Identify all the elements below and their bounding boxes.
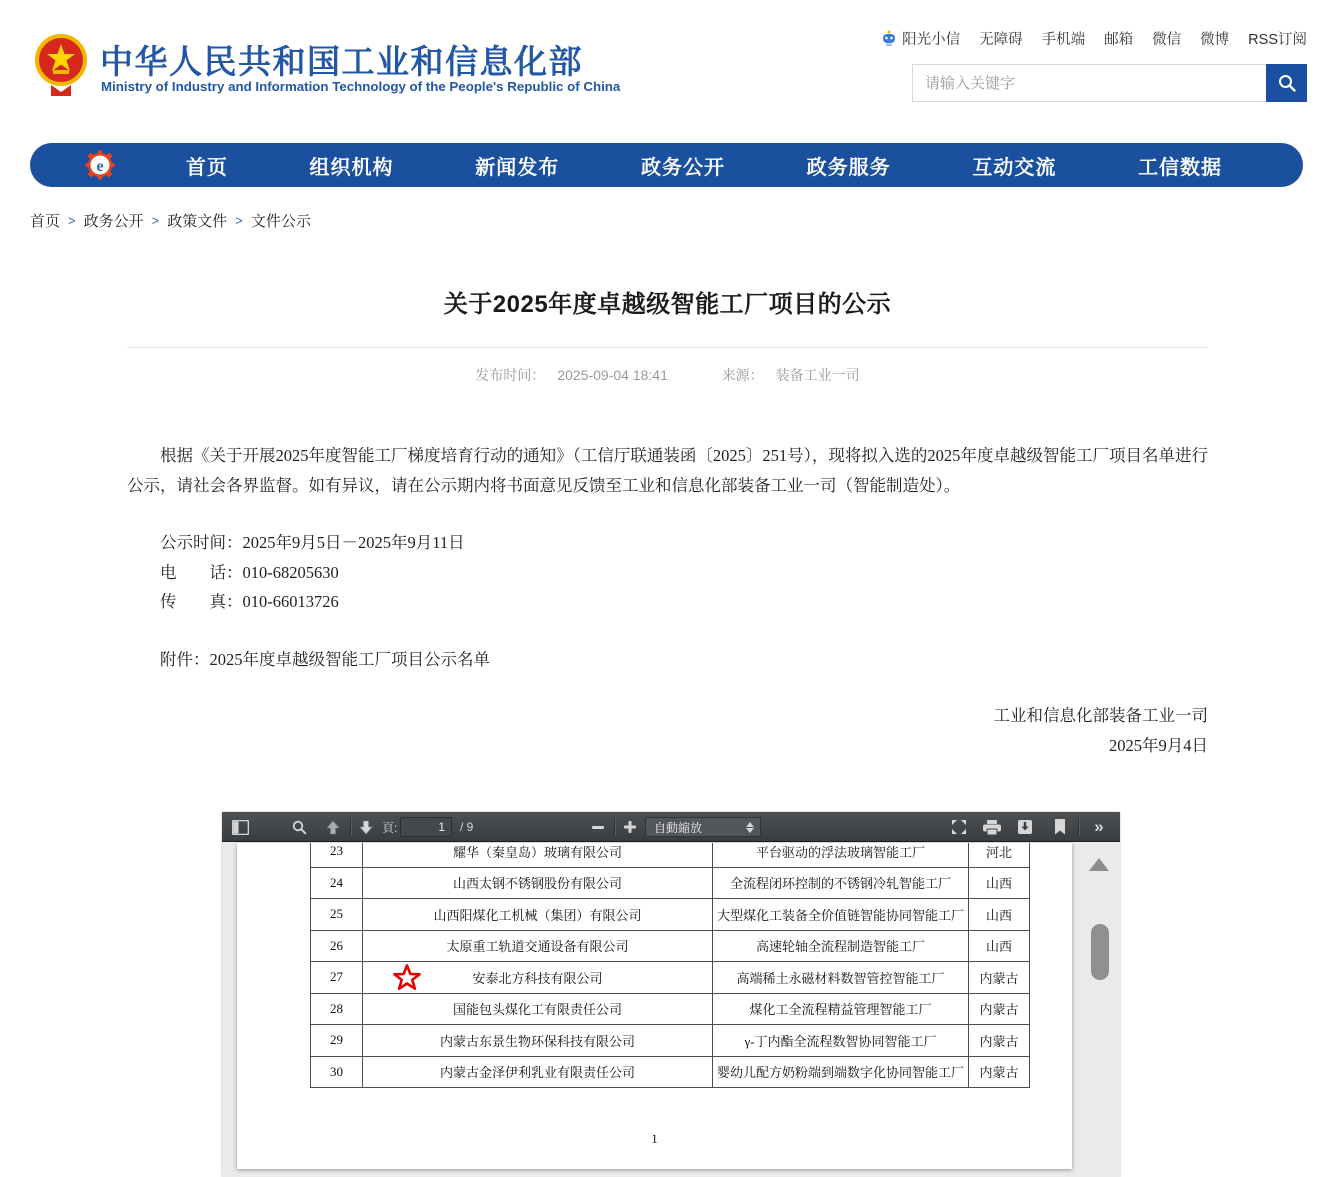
signature-department: 工业和信息化部装备工业一司 (993, 706, 1208, 725)
source-label: 来源： (721, 367, 764, 383)
more-tools-button[interactable] (1084, 812, 1114, 842)
fullscreen-icon (951, 819, 967, 835)
arrow-up-icon (326, 820, 340, 835)
breadcrumb-home[interactable]: 首页 (30, 213, 61, 230)
nav-item-gov-services[interactable]: 政务服务 (806, 156, 891, 179)
toolbar-separator (1078, 818, 1079, 836)
scrollbar-thumb[interactable] (1091, 924, 1109, 980)
table-row: 30 内蒙古金泽伊利乳业有限责任公司 婴幼儿配方奶粉端到端数字化协同智能工厂 内蒙古 (311, 1056, 1030, 1088)
page-label: 頁: (382, 820, 398, 835)
site-search (912, 64, 1307, 102)
nav-item-gov-disclosure[interactable]: 政务公开 (640, 156, 725, 179)
find-button[interactable] (286, 812, 312, 842)
top-utility-links (881, 28, 1307, 49)
phone-line: 电 话：010-68205630 (160, 562, 339, 582)
title-divider (127, 347, 1208, 348)
zoom-mode-select[interactable] (645, 817, 761, 837)
article-paragraph: 根据《关于开展2025年度智能工厂梯度培育行动的通知》（工信厅联通装函〔2025〕251号），现将拟入选的2025年度卓越级智能工厂项目名单进行公示，请社会各界监督。如有异议，请在公示期内将书面意见反馈至工业和信息化部装备工业一司（智能制造处）。 (127, 446, 1208, 495)
scroll-up-arrow[interactable] (1089, 858, 1109, 871)
top-link-mail[interactable]: 邮箱 (1104, 32, 1134, 48)
nav-item-news[interactable]: 新闻发布 (475, 156, 560, 179)
table-row: 29 内蒙古东景生物环保科技有限公司 γ-丁内酯全流程数智协同智能工厂 内蒙古 (311, 1025, 1030, 1057)
nav-item-interaction[interactable]: 互动交流 (972, 156, 1057, 179)
top-link-accessibility[interactable]: 无障碍 (979, 32, 1023, 48)
source-value: 装备工业一司 (775, 367, 860, 383)
page-title: 关于2025年度卓越级智能工厂项目的公示 (443, 291, 892, 318)
gear-e-logo-icon (85, 150, 115, 180)
article (127, 260, 1208, 761)
breadcrumb-separator: > (151, 213, 160, 228)
toolbar-separator (350, 818, 351, 836)
bookmark-button[interactable] (1047, 812, 1073, 842)
zoom-out-button[interactable] (586, 812, 610, 842)
breadcrumb-separator: > (68, 213, 76, 228)
site-title: 中华人民共和国工业和信息化部 (100, 43, 583, 80)
publicity-list-table (310, 843, 1030, 1088)
page-number-input[interactable] (400, 817, 452, 837)
select-arrows-icon (746, 822, 754, 833)
attachment-line: 附件：2025年度卓越级智能工厂项目公示名单 (160, 649, 490, 669)
nav-item-miit-data[interactable]: 工信数据 (1138, 156, 1223, 179)
svg-text:e: e (96, 158, 104, 175)
table-row: 26 太原重工轨道交通设备有限公司 高速轮轴全流程制造智能工厂 山西 (311, 930, 1030, 962)
pdf-page (237, 843, 1072, 1169)
search-input[interactable] (913, 65, 1266, 101)
plus-icon (624, 821, 636, 833)
pdf-toolbar (222, 812, 1120, 842)
nav-item-home[interactable]: 首页 (185, 156, 228, 179)
presentation-mode-button[interactable] (946, 812, 972, 842)
breadcrumb-separator: > (235, 213, 243, 228)
pdf-body (222, 843, 1120, 1177)
bookmark-icon (1054, 819, 1066, 835)
table-row: 25 山西阳煤化工机械（集团）有限公司 大型煤化工装备全价值链智能协同智能工厂 山西 (311, 899, 1030, 931)
next-page-button[interactable] (353, 812, 379, 842)
top-link-yangguang[interactable]: 阳光小信 (881, 28, 960, 49)
fax-line: 传 真：010-66013726 (160, 592, 339, 611)
double-chevron-icon: » (1094, 817, 1104, 836)
print-button[interactable] (979, 812, 1005, 842)
page-total: / 9 (460, 820, 474, 834)
search-icon (292, 820, 307, 835)
table-row: 24 山西太钢不锈钢股份有限公司 全流程闭环控制的不锈钢冷轧智能工厂 山西 (311, 867, 1030, 899)
top-link-mobile[interactable]: 手机端 (1041, 32, 1086, 48)
previous-page-button[interactable] (320, 812, 346, 842)
minus-icon (592, 826, 604, 829)
robot-icon (881, 30, 897, 47)
zoom-in-button[interactable] (618, 812, 642, 842)
top-link-weibo[interactable]: 微博 (1200, 32, 1230, 48)
breadcrumb-file-publicity[interactable]: 文件公示 (250, 213, 311, 230)
table-row: 28 国能包头煤化工有限责任公司 煤化工全流程精益管理智能工厂 内蒙古 (311, 993, 1030, 1025)
table-row-starred: 27 安泰北方科技有限公司 高端稀土永磁材料数智管控智能工厂 内蒙古 (311, 962, 1030, 994)
breadcrumb-policy-files[interactable]: 政策文件 (167, 213, 228, 230)
top-link-rss[interactable]: RSS订阅 (1248, 32, 1307, 48)
national-emblem-logo (34, 30, 88, 100)
publish-time-label: 发布时间： (475, 367, 546, 383)
article-meta (127, 365, 1208, 385)
sidebar-toggle-button[interactable] (228, 812, 252, 842)
download-button[interactable] (1012, 812, 1038, 842)
main-nav (30, 143, 1303, 187)
search-button[interactable] (1266, 64, 1307, 102)
breadcrumb-gov-disclosure[interactable]: 政务公开 (83, 213, 144, 230)
zoom-select-value: 自動縮放 (654, 820, 703, 835)
signature-date: 2025年9月4日 (1109, 736, 1208, 755)
site-subtitle: Ministry of Industry and Information Technology of the People's Republic of China (101, 79, 621, 94)
sidebar-toggle-icon (232, 820, 249, 835)
table-row: 23 耀华（秦皇岛）玻璃有限公司 平台驱动的浮法玻璃智能工厂 河北 (311, 843, 1030, 867)
toolbar-separator (614, 818, 615, 836)
arrow-down-icon (359, 820, 373, 835)
publish-time: 2025-09-04 18:41 (557, 367, 668, 383)
pdf-viewer (222, 812, 1120, 1177)
printer-icon (983, 820, 1001, 835)
pdf-page-number: 1 (651, 1131, 658, 1146)
nav-item-organization[interactable]: 组织机构 (309, 156, 394, 179)
download-icon (1017, 819, 1033, 835)
breadcrumb (30, 210, 311, 231)
nav-items (115, 151, 1303, 180)
top-link-wechat[interactable]: 微信 (1152, 32, 1182, 48)
search-icon (1277, 73, 1297, 93)
star-marker-icon (393, 964, 421, 991)
publicity-period-line: 公示时间：2025年9月5日－2025年9月11日 (160, 533, 465, 552)
